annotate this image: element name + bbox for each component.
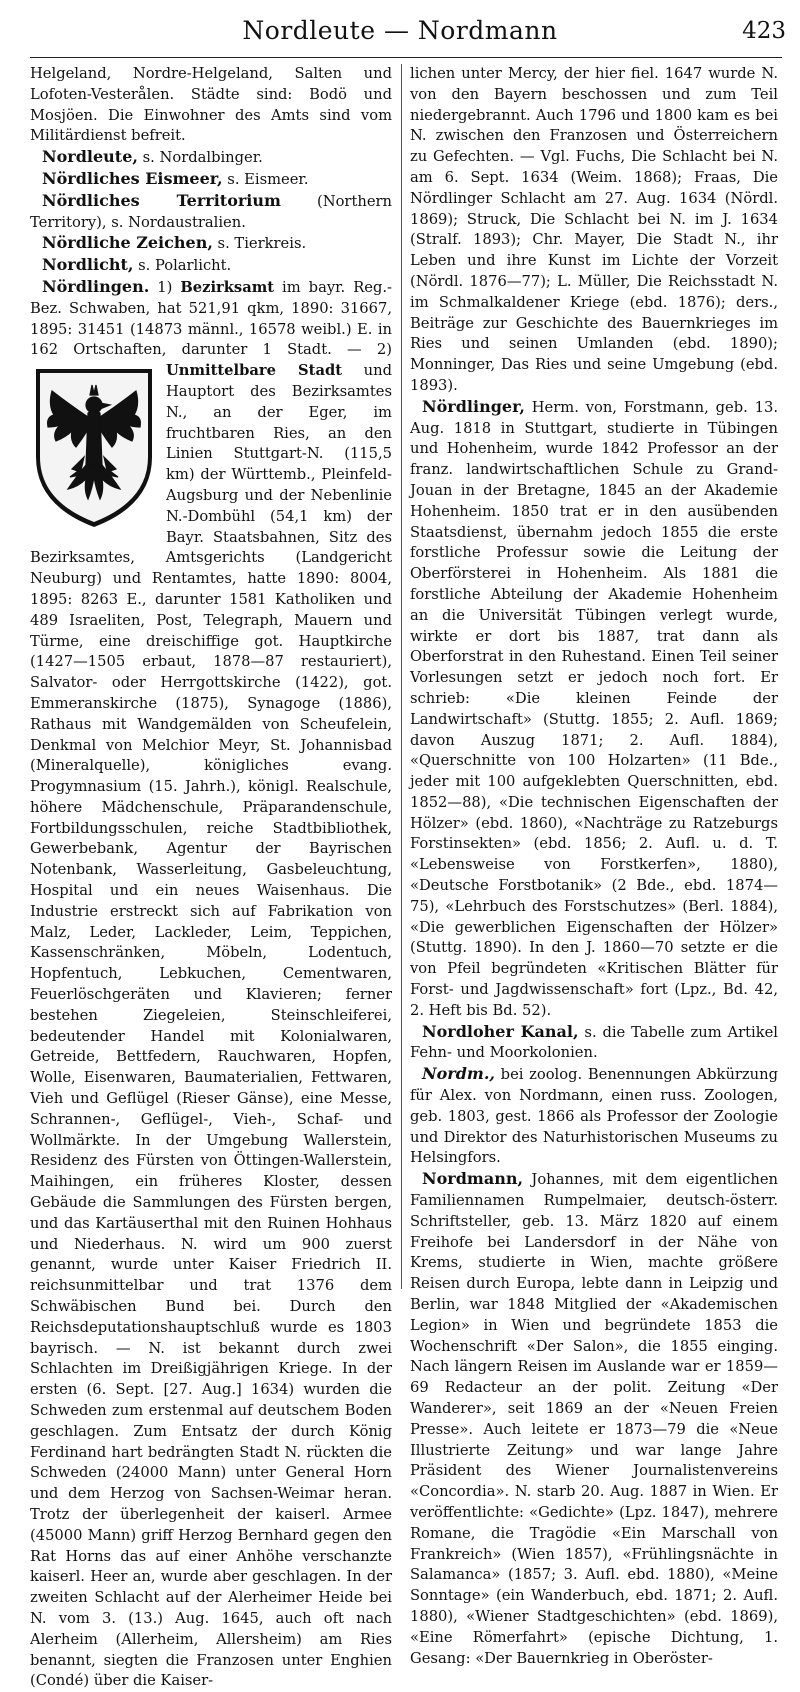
entry-nordlicht	[30, 255, 392, 277]
headword: Nördliches Territorium	[42, 190, 281, 210]
entry-text: und Hauptort des Bezirksamtes N., an der Eger, im fruchtbaren Ries, an den Linien Stuttgart-N. (115,5 km) der Württemb., Pleinfeld-Augsburg und der Nebenlinie N.-Dombühl (54,1 km) der Bayr. Staatsbahnen, Sitz des Bezirksamtes, Amtsgerichts (Landgericht Neuburg) und Rentamtes, hatte 1890: 8004, 1895: 8263 E., darunter 1581 Katholiken und 489 Israeliten, Post, Telegraph, Mauern und Türme, eine dreischiffige got. Hauptkirche (1427—1505 erbaut, 1878—87 restauriert), Salvator- oder Herrgottskirche (1422), got. Emmeranskirche (1875), Synagoge (1886), Rathaus mit Wandgemälden von Scheufelein, Denkmal von Melchior Meyr, St. Johannisbad (Mineralquelle), königliches evang. Progymnasium (15. Jahrh.), königl. Realschule, höhere Mädchenschule, Präparandenschule, Fortbildungsschulen, reiche Stadtbibliothek, Gewerbebank, Agentur der Bayrischen Notenbank, Wasserleitung, Gasbeleuchtung, Hospital und ein neues Waisenhaus. Die Industrie erstreckt sich auf Fabrikation von Malz, Leder, Lackleder, Leim, Teppichen, Kassenschränken, Möbeln, Lodentuch, Hopfentuch, Lebkuchen, Cementwaren, Feuerlöschgeräten und Klavieren; ferner bestehen Ziegeleien, Steinschleiferei, bedeutender Handel mit Kolonialwaren, Getreide, Bettfedern, Rauchwaren, Hopfen, Wolle, Eisenwaren, Baumaterialien, Fettwaren, Vieh und Geflügel (Rieser Gänse), eine Messe, Schrannen-, Geflügel-, Vieh-, Schaf- und Wollmärkte. In der Umgebung Wallerstein, Residenz des Fürsten von Öttingen-Wallerstein, Maihingen, ein früheres Kloster, dessen Gebäude die Sammlungen des Fürsten bergen, und das Kartäuserthal mit den Ruinen Hohhaus und Niederhaus. N. wird um 900 zuerst genannt, wurde unter Kaiser Friedrich II. reichsunmittelbar und trat 1376 dem Schwäbischen Bund bei. Durch den Reichsdeputationshauptschluß wurde es 1803 bayrisch. — N. ist bekannt durch zwei Schlachten im Dreißigjährigen Kriege. In der ersten (6. Sept. [27. Aug.] 1634) wurden die Schweden zum erstenmal auf deutschem Boden geschlagen. Zum Entsatz der durch König Ferdinand hart bedrängten Stadt N. rückten die Schweden (24000 Mann) unter General Horn und dem Herzog von Sachsen-Weimar heran. Trotz der überlegenheit der kaiserl. Armee (45000 Mann) griff Herzog Bernhard gegen den Rat Horns das auf einer Anhöhe verschanzte kaiserl. Heer an, wurde aber geschlagen. In der zweiten Schlacht auf der Alerheimer Heide bei N. vom 3. (13.) Aug. 1645, auch oft nach Alerheim (Allerheim, Allersheim) am Ries benannt, siegten die Franzosen unter Enghien (Condé) über die Kaiser-	[30, 362, 392, 1690]
headword: Nördliches Eismeer,	[42, 168, 223, 188]
entry-nordleute	[30, 147, 392, 169]
entry-text: s. die Tabelle zum Artikel Fehn- und Moorkolonien.	[410, 1023, 779, 1062]
entry-noerdliches-eismeer	[30, 169, 392, 191]
headword: Nordloher Kanal,	[422, 1021, 579, 1041]
entry-nordmann	[410, 1169, 778, 1669]
headword: Nördlingen.	[42, 276, 150, 296]
entry-noerdlinger	[410, 397, 778, 1022]
column-divider	[401, 64, 402, 1289]
entry-text: Herm. von, Forstmann, geb. 13. Aug. 1818 in Stuttgart, studierte in Tübingen und Hohenheim, wurde 1842 Professor an der franz. landwirtschaftlichen Schule zu Grand-Jouan in der Bretagne, 1845 an der Akademie Hohenheim. 1850 trat er in den ausübenden Staatsdienst, übernahm jedoch 1855 die erste forstliche Professur sowie die Leitung der Oberförsterei in Hohenheim. Als 1881 die forstliche Abteilung der Akademie Hohenheim an die Universität Tübingen verlegt wurde, wirkte er dort bis 1887, trat dann als Oberforstrat in den Ruhestand. Einen Teil seiner Vorlesungen setzt er jedoch noch fort. Er schrieb: «Die kleinen Feinde der Landwirtschaft» (Stuttg. 1855; 2. Aufl. 1869; davon Auszug 1871; 2. Aufl. 1884), «Querschnitte von 100 Holzarten» (11 Bde., jeder mit 100 aufgeklebten Querschnitten, ebd. 1852—88), «Die technischen Eigenschaften der Hölzer» (ebd. 1860), «Nachträge zu Ratzeburgs Forstinsekten» (ebd. 1856; 2. Aufl. u. d. T. «Lebensweise von Forstkerfen», 1880), «Deutsche Forstbotanik» (2 Bde., ebd. 1874—75), «Lehrbuch des Forstschutzes» (Berl. 1884), «Die gewerblichen Eigenschaften der Hölzer» (Stuttg. 1890). In den J. 1860—70 setzte er die von Pfeil begründeten «Kritischen Blätter für Forst- und Jagdwissenschaft» fort (Lpz., Bd. 42, 2. Heft bis Bd. 52).	[410, 398, 778, 1019]
entry-text: s. Polarlicht.	[133, 257, 232, 275]
headword: Nördlinger,	[422, 396, 525, 416]
continued-paragraph: Helgeland, Nordre-Helgeland, Salten und Lofoten-Vesterålen. Städte sind: Bodö und Mosjöen. Die Einwohner des Amts sind vom Militärdienst befreit.	[30, 65, 392, 145]
entry-text: s. Nordalbinger.	[137, 149, 263, 167]
continued-paragraph: lichen unter Mercy, der hier fiel. 1647 wurde N. von den Bayern beschossen und zum Teil niedergebrannt. Auch 1796 und 1800 kam es bei N. zwischen den Franzosen und Österreichern zu Gefechten. — Vgl. Fuchs, Die Schlacht bei N. am 6. Sept. 1634 (Weim. 1868); Fraas, Die Nördlinger Schlacht am 27. Aug. 1634 (Nördl. 1869); Struck, Die Schlacht bei N. im J. 1634 (Stralf. 1893); Chr. Mayer, Die Stadt N., ihr Leben und ihre Kunst im Lichte der Vorzeit (Nördl. 1876—77); L. Müller, Die Reichsstadt N. im Schmalkaldener Kriege (ebd. 1876); ders., Beiträge zur Geschichte des Bauernkrieges im Ries und seinen Umlanden (ebd. 1890); Monninger, Das Ries und seine Umgebung (ebd. 1893).	[410, 65, 778, 394]
headword: Nordm.,	[422, 1064, 495, 1084]
entry-text: (Northern Territory), s. Nordaustralien.	[30, 192, 392, 231]
coat-of-arms-icon	[30, 365, 158, 531]
headword: Nordleute,	[42, 147, 138, 167]
entry-noerdlingen	[30, 277, 392, 1692]
left-column	[30, 64, 392, 1692]
entry-nordloher-kanal	[410, 1022, 778, 1065]
entry-nordm	[410, 1064, 778, 1169]
page-title: Nordleute — Nordmann	[242, 16, 558, 45]
entry-text: 1)	[149, 278, 181, 296]
headword: Nördliche Zeichen,	[42, 233, 213, 253]
entry-text: s. Eismeer.	[222, 170, 309, 188]
entry-noerdliche-zeichen	[30, 233, 392, 255]
headword: Nordlicht,	[42, 255, 134, 275]
page-number: 423	[742, 18, 786, 44]
entry-text: im bayr. Reg.-Bez. Schwaben, hat 521,91 qkm, 1890: 31667, 1895: 31451 (14873 männl., 16578 weibl.) E. in 162 Ortschaften, darunter 1 Stadt. — 2)	[30, 278, 392, 359]
subhead-bezirksamt: Bezirksamt	[180, 278, 275, 296]
subhead-unmittelbare-stadt: Unmittelbare Stadt	[166, 362, 343, 380]
entry-text: Johannes, mit dem eigentlichen Familiennamen Rumpelmaier, deutsch-österr. Schriftsteller, geb. 13. März 1820 auf einem Freihofe bei Landersdorf in der Nähe von Krems, studierte in Wien, machte größere Reisen durch Europa, lebte dann in Leipzig und Berlin, war 1848 Mitglied der «Akademischen Legion» in Wien und begründete 1853 die Wochenschrift «Der Salon», die 1855 einging. Nach längern Reisen im Auslande war er 1859—69 Redacteur an der polit. Zeitung «Der Wanderer», seit 1869 an der «Neuen Freien Presse». Auch leitete er 1873—79 die «Neue Illustrierte Zeitung» und war lange Jahre Präsident des Wiener Journalistenvereins «Concordia». N. starb 20. Aug. 1887 in Wien. Er veröffentlichte: «Gedichte» (Lpz. 1847), mehrere Romane, die Tragödie «Ein Marschall von Frankreich» (Wien 1857), «Frühlingsnächte in Salamanca» (1857; 3. Aufl. ebd. 1880), «Meine Sonntage» (ein Wanderbuch, ebd. 1871; 2. Aufl. 1880), «Wiener Stadtgeschichten» (ebd. 1869), «Eine Römerfahrt» (epische Dichtung, 1. Gesang: «Der Bauernkrieg in Oberöster-	[410, 1171, 778, 1667]
right-column	[410, 64, 778, 1669]
entry-noerdliches-territorium	[30, 191, 392, 234]
headword: Nordmann,	[422, 1169, 524, 1189]
entry-text: bei zoolog. Benennungen Abkürzung für Alex. von Nordmann, einen russ. Zoologen, geb. 1803, gest. 1866 als Professor der Zoologie und Direktor des Naturhistorischen Museums zu Helsingfors.	[410, 1066, 778, 1167]
header-rule	[30, 57, 782, 58]
entry-text: s. Tierkreis.	[212, 235, 307, 253]
running-head	[0, 16, 800, 56]
